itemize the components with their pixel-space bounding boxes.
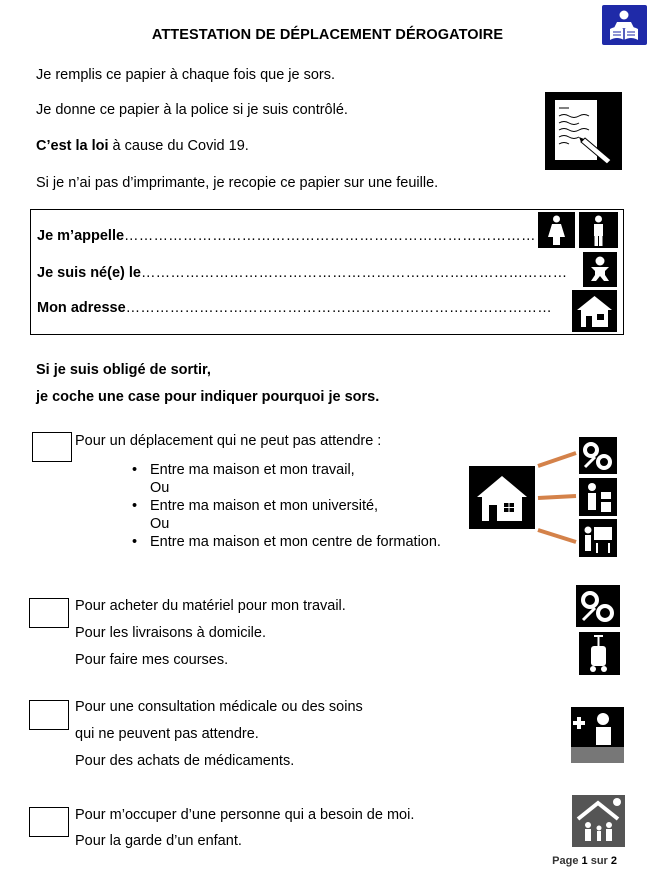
reason-work-equipment: Pour acheter du matériel pour mon travail. — [75, 598, 346, 614]
reason-medical-1: Pour une consultation médicale ou des soins — [75, 699, 363, 715]
reason-medical-2: qui ne peuvent pas attendre. — [75, 726, 259, 742]
address-label: Mon adresse — [37, 300, 126, 316]
address-field[interactable] — [37, 300, 552, 316]
work-gears-icon — [579, 437, 617, 474]
reason-travel-title: Pour un déplacement qui ne peut pas attendre : — [75, 433, 382, 449]
checkbox-reason-medical[interactable] — [29, 700, 69, 730]
intro-line-3 — [36, 138, 249, 154]
checkbox-reason-care[interactable] — [29, 807, 69, 837]
document-signing-icon — [545, 92, 622, 170]
reason-childcare: Pour la garde d’un enfant. — [75, 833, 242, 849]
reason-medicines: Pour des achats de médicaments. — [75, 753, 295, 769]
instructions-line-2: je coche une case pour indiquer pourquoi je sors. — [36, 389, 380, 405]
house-icon — [572, 290, 617, 332]
birth-dots: …………………………………………………………………………… — [140, 265, 568, 281]
name-field[interactable] — [37, 228, 536, 244]
baby-icon — [583, 252, 617, 287]
birth-label: Je suis né(e) le — [37, 265, 141, 281]
name-dots: ………………………………………………………………………… — [124, 228, 536, 244]
training-icon — [579, 519, 617, 557]
intro-line-1: Je remplis ce papier à chaque fois que je sors. — [36, 67, 336, 83]
list-item-work: • Entre ma maison et mon travail, — [132, 461, 441, 479]
page-title: ATTESTATION DE DÉPLACEMENT DÉROGATOIRE — [151, 27, 504, 43]
reason-groceries: Pour faire mes courses. — [75, 652, 229, 668]
house-icon — [469, 466, 535, 529]
list-item-training: • Entre ma maison et mon centre de formation. — [132, 533, 441, 551]
birthdate-field[interactable] — [37, 265, 567, 281]
instructions-line-1: Si je suis obligé de sortir, — [36, 362, 211, 378]
work-gears-icon — [576, 585, 620, 627]
doctor-icon — [571, 707, 624, 763]
total-pages: 2 — [610, 855, 617, 867]
woman-icon — [538, 212, 575, 248]
shopping-trolley-icon — [579, 632, 620, 675]
reason-deliveries: Pour les livraisons à domicile. — [75, 625, 266, 641]
family-home-icon — [572, 795, 625, 847]
intro-line-2: Je donne ce papier à la police si je suis contrôlé. — [36, 102, 348, 118]
law-reason: à cause du Covid 19. — [108, 138, 249, 154]
law-emphasis: C’est la loi — [36, 138, 109, 154]
address-dots: …………………………………………………………………………… — [125, 300, 552, 316]
checkbox-reason-travel[interactable] — [32, 432, 72, 462]
reason-care-person: Pour m’occuper d’une personne qui a besoin de moi. — [75, 807, 415, 823]
university-icon — [579, 478, 617, 516]
man-icon — [579, 212, 618, 248]
current-page: 1 — [581, 855, 588, 867]
identity-form — [30, 209, 624, 335]
list-item-university: • Entre ma maison et mon université, — [132, 497, 441, 515]
name-label: Je m’appelle — [37, 228, 125, 244]
reason-travel-list — [132, 461, 441, 551]
easy-to-read-logo-icon — [602, 5, 647, 45]
or-label: Ou — [150, 516, 170, 532]
page-indicator: Page 1 sur 2 — [552, 855, 617, 867]
connector-arrows — [535, 448, 580, 548]
or-label: Ou — [150, 480, 170, 496]
checkbox-reason-work-shopping[interactable] — [29, 598, 69, 628]
intro-line-4: Si je n’ai pas d’imprimante, je recopie ce papier sur une feuille. — [36, 175, 439, 191]
